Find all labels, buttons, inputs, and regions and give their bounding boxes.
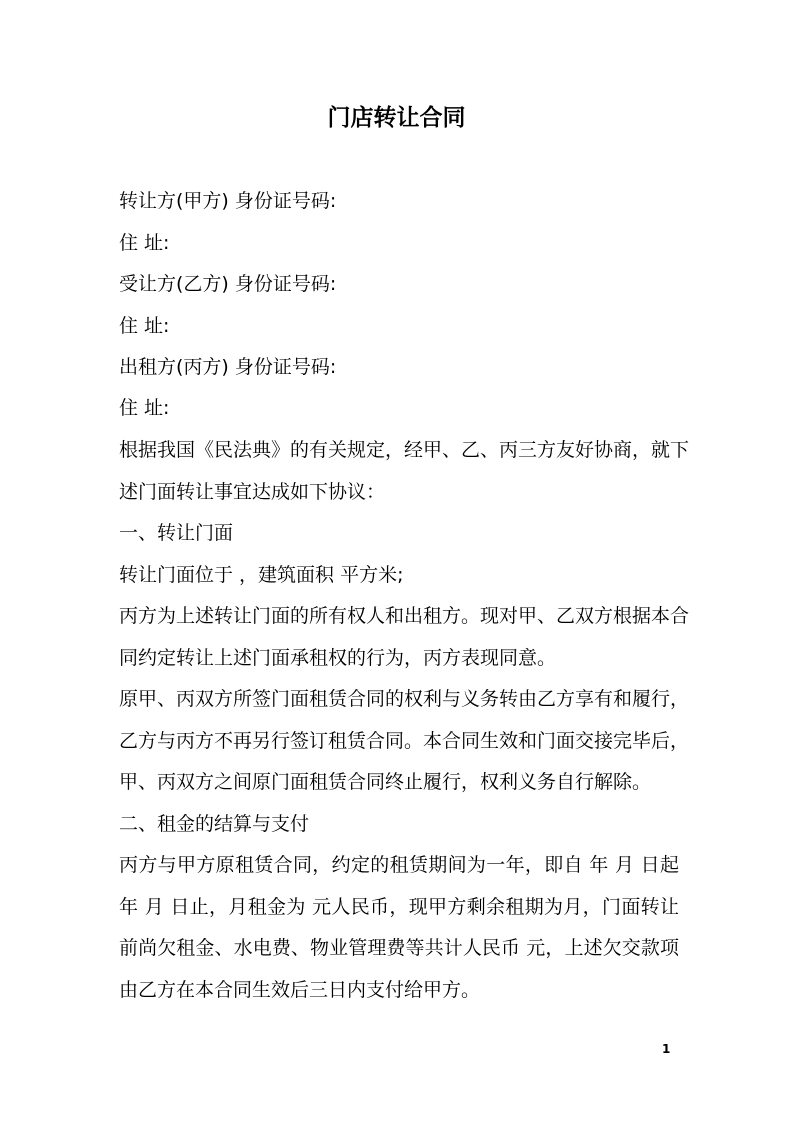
document-title: 门店转让合同 <box>327 105 466 131</box>
text-line: 丙方与甲方原租赁合同，约定的租赁期间为一年，即自 年 月 日起 <box>119 854 679 876</box>
text-line: 转让方(甲方) 身份证号码: <box>119 190 337 212</box>
text-line: 住 址: <box>119 397 170 419</box>
text-line: 述门面转让事宜达成如下协议： <box>119 481 386 503</box>
text-line: 前尚欠租金、水电费、物业管理费等共计人民币 元，上述欠交款项 <box>119 937 679 959</box>
text-line: 转让门面位于 ，建筑面积 平方米; <box>119 564 404 586</box>
section-heading: 二、租金的结算与支付 <box>119 813 310 835</box>
text-line: 丙方为上述转让门面的所有权人和出租方。现对甲、乙双方根据本合 <box>119 605 690 627</box>
page-number: 1 <box>662 1042 671 1056</box>
section-heading: 一、转让门面 <box>119 522 234 544</box>
text-line: 甲、丙双方之间原门面租赁合同终止履行，权利义务自行解除。 <box>119 771 652 793</box>
text-line: 年 月 日止，月租金为 元人民币，现甲方剩余租期为月，门面转让 <box>119 896 679 918</box>
text-line: 住 址: <box>119 232 170 254</box>
text-line: 原甲、丙双方所签门面租赁合同的权利与义务转由乙方享有和履行， <box>119 688 690 710</box>
text-line: 住 址: <box>119 315 170 337</box>
text-line: 由乙方在本合同生效后三日内支付给甲方。 <box>119 979 481 1001</box>
text-line: 出租方(丙方) 身份证号码: <box>119 356 337 378</box>
text-line: 乙方与丙方不再另行签订租赁合同。本合同生效和门面交接完毕后， <box>119 730 690 752</box>
text-line: 同约定转让上述门面承租权的行为，丙方表现同意。 <box>119 647 557 669</box>
text-line: 受让方(乙方) 身份证号码: <box>119 273 337 295</box>
text-line: 根据我国《民法典》的有关规定，经甲、乙、丙三方友好协商，就下 <box>119 439 690 461</box>
